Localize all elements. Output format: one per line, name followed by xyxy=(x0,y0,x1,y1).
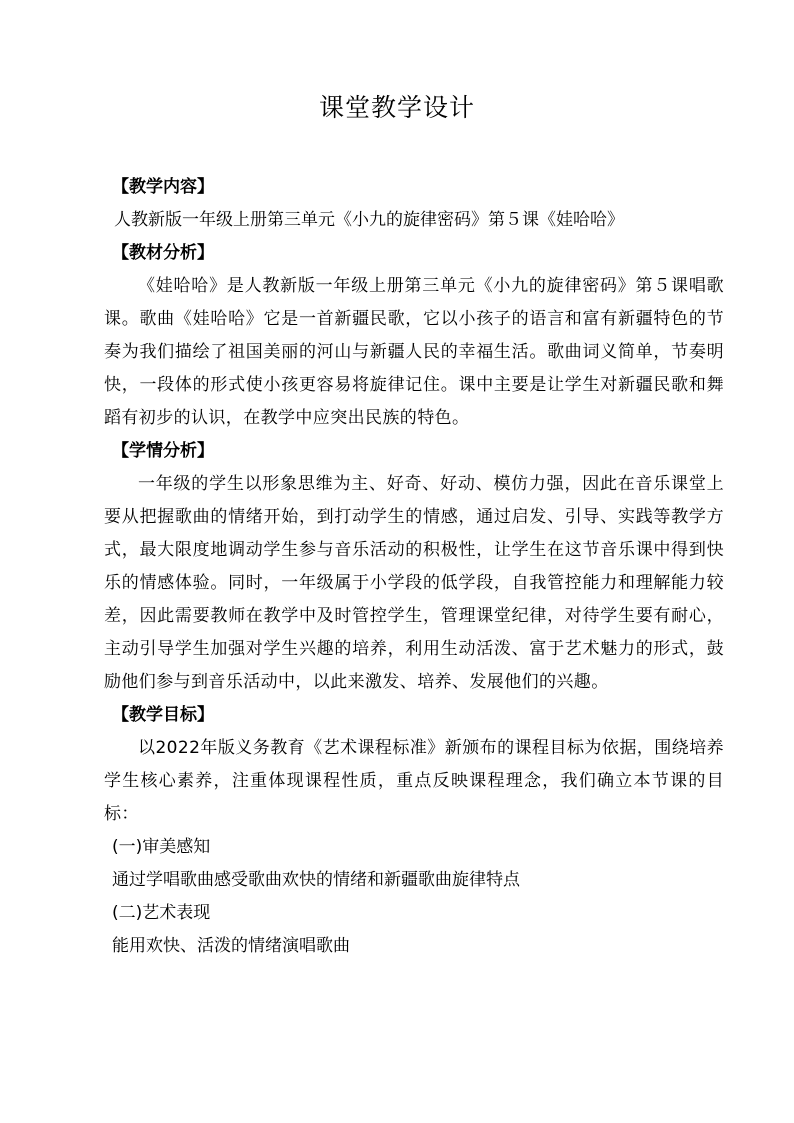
section-text-content: 人教新版一年级上册第三单元《小九的旋律密码》第５课《娃哈哈》 xyxy=(114,210,624,230)
section-text-students: 一年级的学生以形象思维为主、好奇、好动、模仿力强，因此在音乐课堂上要从把握歌曲的情绪开始，到打动学生的情感，通过启发、引导、实践等教学方式，最大限度地调动学生参与音乐活动的积极性，让学生在这节音乐课中得到快乐的情感体验。同时，一年级属于小学段的低学段，自我管控能力和理解能力较差，因此需要教师在教学中及时管控学生，管理课堂纪律，对待学生要有耐心，主动引导学生加强对学生兴趣的培养，利用生动活泼、富于艺术魅力的形式，鼓励他们参与到音乐活动中，以此来激发、培养、发展他们的兴趣。 xyxy=(104,474,724,692)
section-heading-students: 【学情分析】 xyxy=(112,441,214,461)
section-heading-goals: 【教学目标】 xyxy=(112,705,214,725)
section-heading-material: 【教材分析】 xyxy=(112,243,214,263)
section-text-material: 《娃哈哈》是人教新版一年级上册第三单元《小九的旋律密码》第５课唱歌课。歌曲《娃哈哈》它是一首新疆民歌，它以小孩子的语言和富有新疆特色的节奏为我们描绘了祖国美丽的河山与新疆人民的幸福生活。歌曲词义简单，节奏明快，一段体的形式使小孩更容易将旋律记住。课中主要是让学生对新疆民歌和舞蹈有初步的认识，在教学中应突出民族的特色。 xyxy=(104,276,724,428)
goal-item-text: 能用欢快、活泼的情绪演唱歌曲 xyxy=(112,936,350,956)
document-body xyxy=(104,171,724,963)
page-title: 课堂教学设计 xyxy=(318,93,475,122)
goal-item-label: (一)审美感知 xyxy=(112,837,211,857)
section-text-goals: 以2022年版义务教育《艺术课程标准》新颁布的课程目标为依据，围绕培养学生核心素养，注重体现课程性质，重点反映课程理念，我们确立本节课的目标： xyxy=(104,738,724,824)
goal-item-label: (二)艺术表现 xyxy=(112,903,211,923)
goal-item-text: 通过学唱歌曲感受歌曲欢快的情绪和新疆歌曲旋律特点 xyxy=(112,870,520,890)
section-heading-content: 【教学内容】 xyxy=(112,177,214,197)
